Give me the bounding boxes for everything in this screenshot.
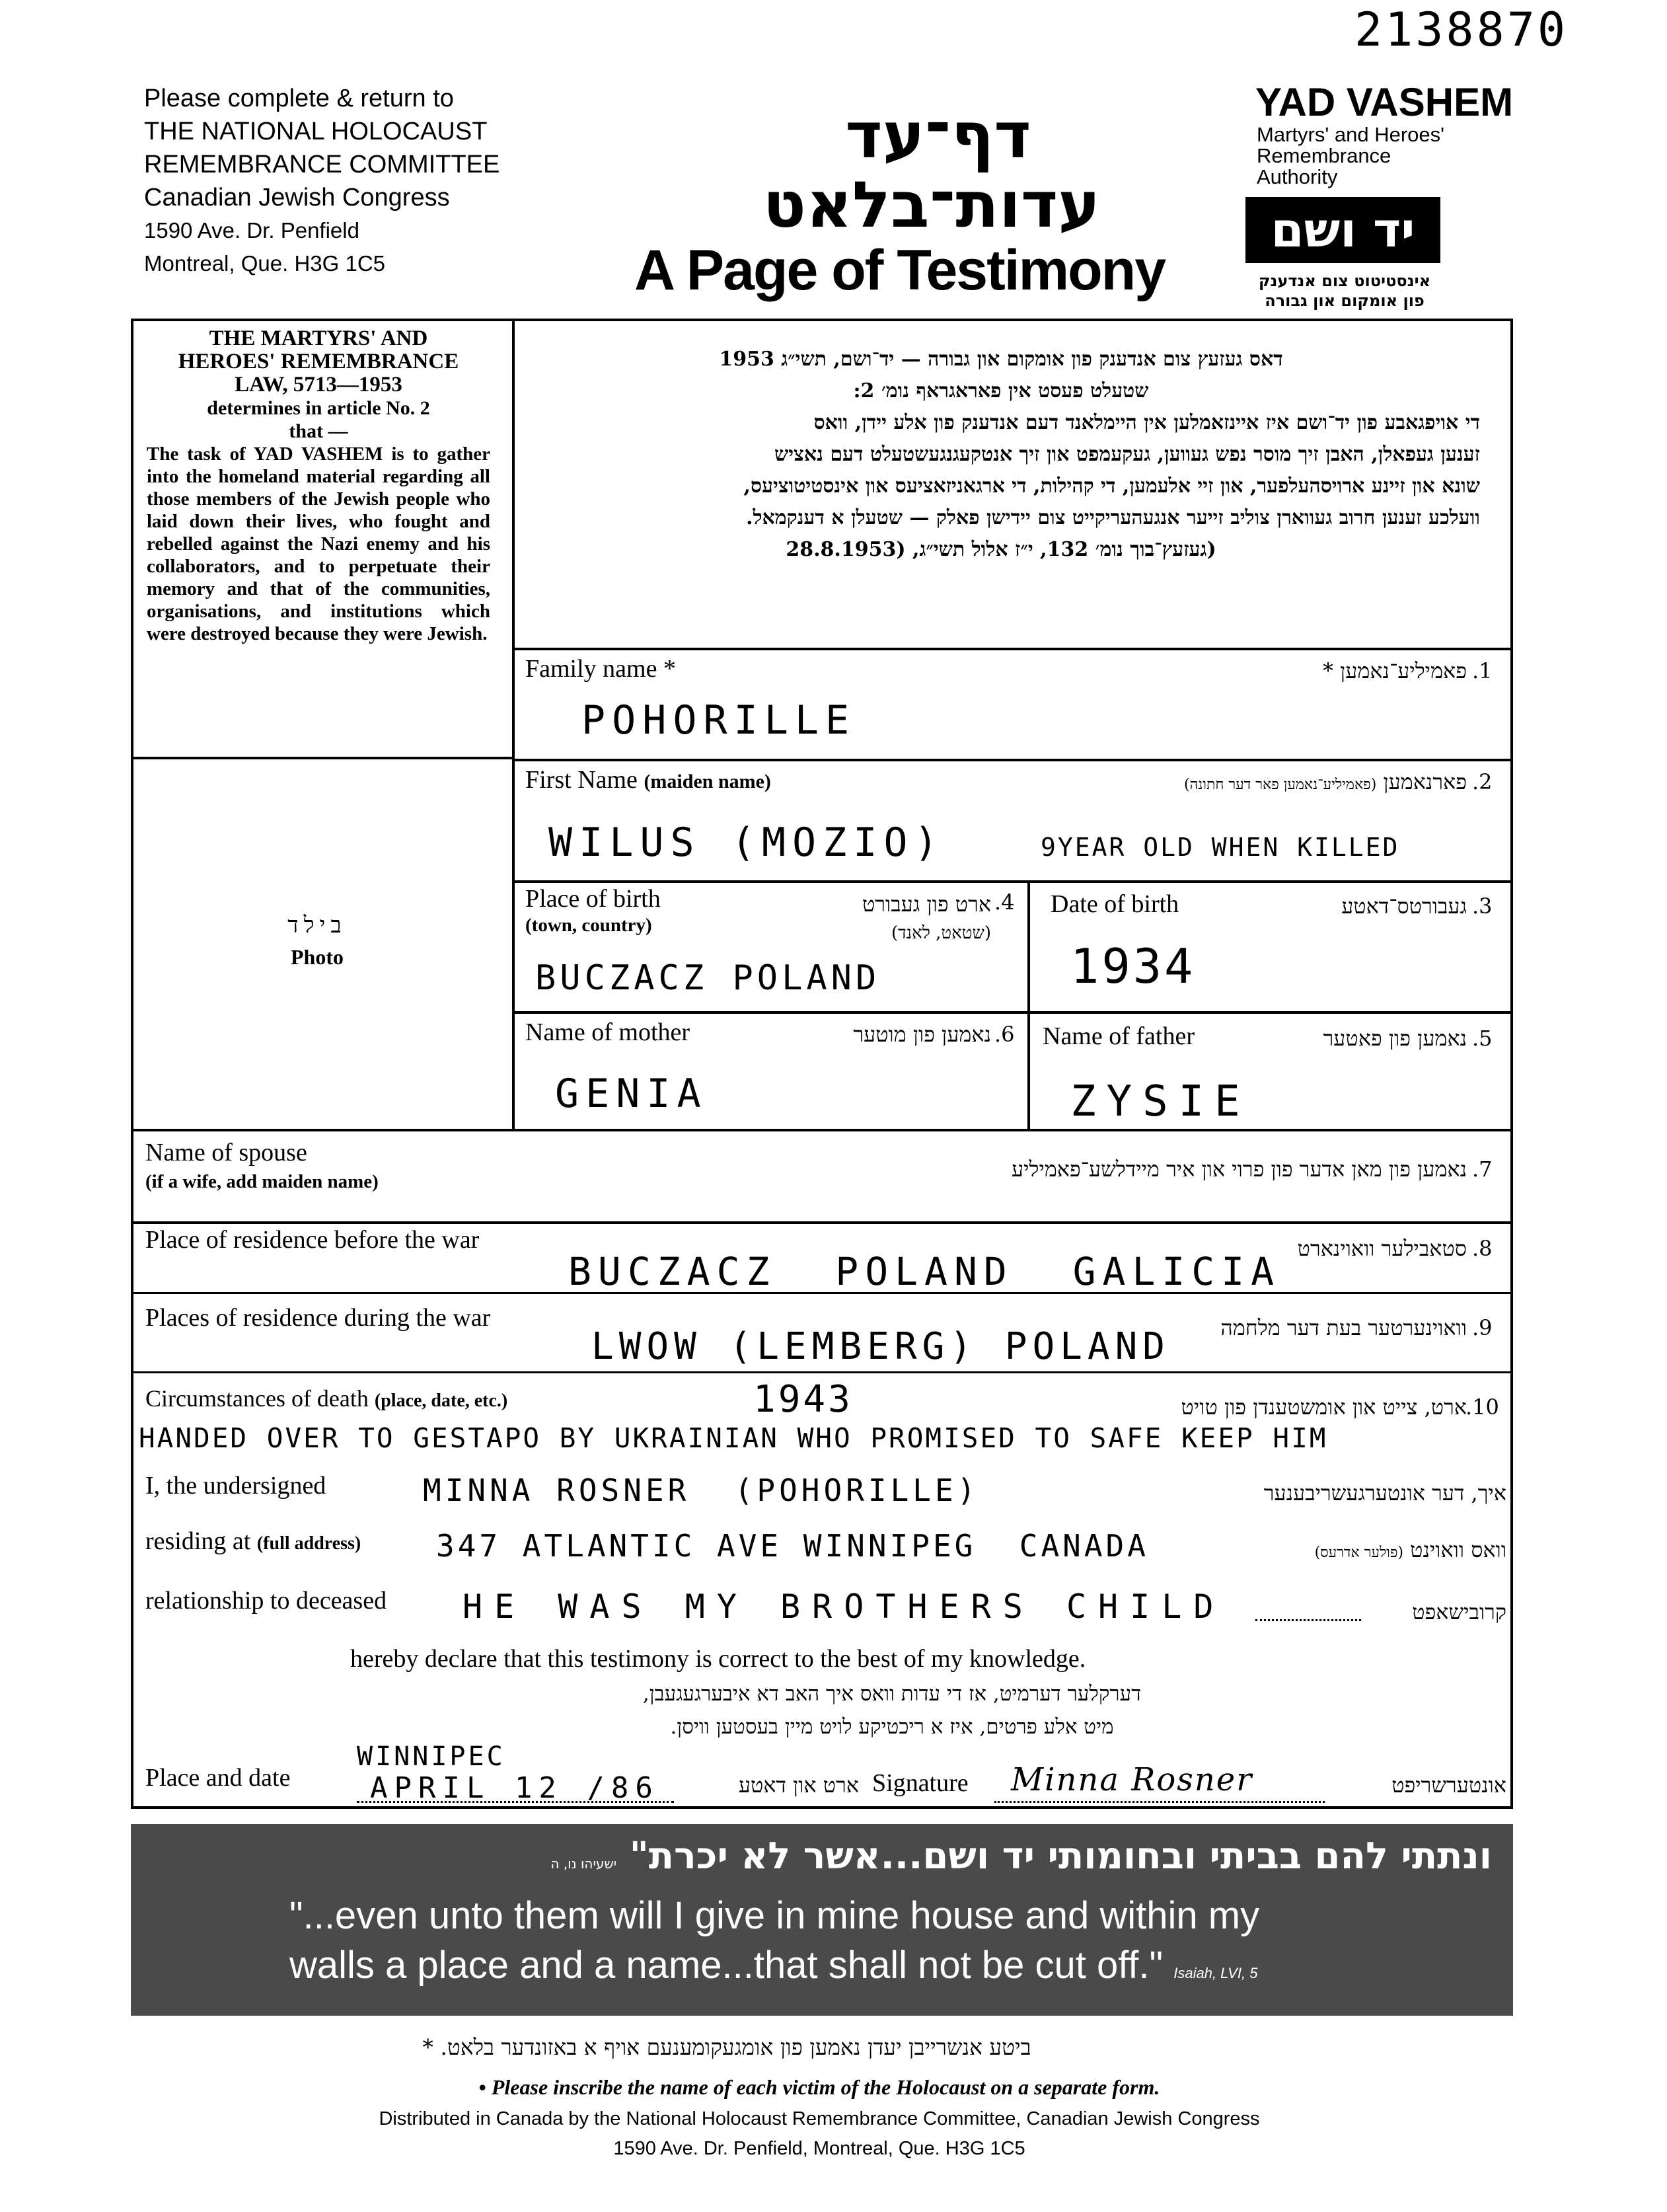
first-name-label-text: First Name (525, 766, 638, 794)
declaration-yiddish-1: דערקלער דערמיט, אז די עדות וואס איך האב דא איבערגעגעבן, (642, 1682, 1142, 1706)
mother-number: .6 (994, 1022, 1015, 1047)
mother-label: Name of mother (525, 1018, 690, 1046)
place-of-birth-yiddish (727, 890, 991, 948)
family-name-label: Family name * (525, 655, 676, 683)
law-heading-line: LAW, 5713—1953 (235, 373, 402, 397)
yiddish-law-line: דאס געזעץ צום אנדענק פון אומקום און גבורה — יד־ושם, תשי״ג 1953 (719, 348, 1283, 371)
yiddish-law-line: די אויפגאבע פון יד־ושם איז איינזאמלען אין היימלאנד דעם אנדענק פון אלע יידן, וואס (813, 411, 1480, 434)
family-name-value: POHORILLE (581, 697, 856, 744)
yad-vashem-subtitle-line: Remembrance (1257, 144, 1391, 167)
law-heading-line: HEROES' REMEMBRANCE (178, 350, 459, 373)
footer-distribution-1: Distributed in Canada by the National Holocaust Remembrance Committee, Canadian Jewish Congress (379, 2108, 1260, 2129)
return-address-line: 1590 Ave. Dr. Penfield (144, 218, 359, 243)
date-of-birth-yiddish: געבורטס־דאטע (1341, 894, 1467, 919)
residence-before-value: BUCZACZ POLAND GALICIA (568, 1249, 1281, 1294)
residence-before-number: .8 (1472, 1236, 1493, 1261)
residence-during-label: Places of residence during the war (145, 1304, 491, 1332)
place-date-yiddish: ארט און דאטע (738, 1773, 859, 1798)
banner-hebrew-ref: ישעיהו נו, ה (550, 1856, 617, 1872)
first-name-value: WILUS (MOZIO) (548, 820, 945, 866)
law-heading-line: determines in article No. 2 (207, 397, 430, 419)
place-of-birth-value: BUCZACZ POLAND (535, 958, 881, 998)
declaration-yiddish-2: מיט אלע פרטים, איז א ריכטיקע לויט מיין בעסטען וויסן. (670, 1715, 1114, 1739)
banner-english-2 (289, 1943, 1257, 1987)
residing-label (145, 1527, 361, 1556)
father-value: ZYSIE (1070, 1077, 1251, 1126)
residing-label-sub: (full address) (256, 1533, 361, 1554)
return-address-line: THE NATIONAL HOLOCAUST (144, 118, 488, 145)
yiddish-law-line: וועלכע זענען חרוב געווארן צוליב זייער אנגעהעריקייט צום יידישן פאלק — שטעלן א דענקמאל. (746, 506, 1480, 529)
spouse-label-sub: (if a wife, add maiden name) (145, 1171, 379, 1192)
photo-label: Photo (291, 945, 344, 969)
residence-before-label: Place of residence before the war (145, 1226, 480, 1254)
date-value: APRIL 12 /86 (370, 1771, 659, 1805)
document-number: 2138870 (1354, 3, 1569, 57)
yad-vashem-yiddish (1242, 271, 1447, 311)
law-body: The task of YAD VASHEM is to gather into the homeland material regarding all those members of the Jewish people who laid down their lives, who fought and rebelled against the Nazi enemy and his collaborators, and to perpetuate their memory and that of the communities, organisations, and institutions which were destroyed because they were Jewish. (147, 443, 490, 644)
yad-vashem-subtitle (1257, 124, 1444, 188)
banner-ref: Isaiah, LVI, 5 (1173, 1965, 1258, 1981)
mother-yiddish: נאמען פון מוטער (853, 1022, 991, 1047)
place-value: WINNIPEC (357, 1741, 505, 1772)
banner-hebrew (369, 1835, 1492, 1878)
return-address-line: Montreal, Que. H3G 1C5 (144, 251, 385, 276)
spouse-number: .7 (1472, 1157, 1493, 1182)
spouse-yiddish: נאמען פון מאן אדער פון פרוי און איר מיידלשע־פאמיליע (1011, 1157, 1467, 1182)
mother-value: GENIA (555, 1071, 708, 1117)
family-name-number: .1 (1472, 658, 1493, 683)
circumstances-number: .10 (1465, 1394, 1499, 1420)
first-name-yiddish-text: פארנאמען (1383, 769, 1467, 794)
signature-label: Signature (872, 1769, 969, 1797)
residing-yiddish-sub: (פולער אדרעס) (1314, 1545, 1403, 1561)
place-of-birth-label-text: Place of birth (525, 885, 661, 913)
yiddish-law-line: (געזעץ־בוך נומ׳ 132, י״ז אלול תשי״ג, (28.8.1953 (786, 538, 1216, 561)
first-name-yiddish (925, 769, 1467, 794)
footer-distribution-2: 1590 Ave. Dr. Penfield, Montreal, Que. H3G 1C5 (613, 2138, 1025, 2159)
footer-note-text: Please inscribe the name of each victim of the Holocaust on a separate form. (491, 2075, 1160, 2099)
yad-vashem-yiddish-line: פון אומקום און גבורה (1265, 291, 1425, 310)
footer-note (132, 2075, 1506, 2100)
relationship-yiddish: קרובישאפט (1412, 1599, 1506, 1624)
signature-value: Minna Rosner (1011, 1761, 1253, 1798)
father-yiddish: נאמען פון פאטער (1323, 1026, 1467, 1051)
spouse-label-text: Name of spouse (145, 1139, 307, 1166)
law-heading-line: that — (289, 420, 348, 442)
date-of-birth-number: .3 (1472, 894, 1493, 919)
circumstances-value: HANDED OVER TO GESTAPO BY UKRAINIAN WHO PROMISED TO SAFE KEEP HIM (139, 1422, 1328, 1454)
first-name-label (525, 765, 771, 794)
return-address-line: REMEMBRANCE COMMITTEE (144, 151, 500, 178)
declaration-english: hereby declare that this testimony is correct to the best of my knowledge. (350, 1645, 1086, 1673)
first-name-number: .2 (1472, 769, 1493, 794)
place-of-birth-number: .4 (994, 890, 1015, 915)
banner-english-2-text: walls a place and a name...that shall not be cut off." (289, 1944, 1164, 1987)
banner-english-1: "...even unto them will I give in mine house and within my (289, 1894, 1260, 1937)
father-label: Name of father (1043, 1022, 1195, 1050)
relationship-value: HE WAS MY BROTHERS CHILD (463, 1587, 1226, 1626)
residing-yiddish (1189, 1537, 1506, 1562)
return-address (144, 82, 500, 280)
spouse-label (145, 1138, 379, 1196)
place-date-label: Place and date (145, 1764, 291, 1792)
residence-before-yiddish: סטאבילער וואוינארט (1297, 1236, 1467, 1261)
yad-vashem-logo: יד ושם (1245, 197, 1440, 263)
residence-during-number: .9 (1472, 1315, 1493, 1340)
footer-yiddish-text: ביטע אנשרייבן יעדן נאמען פון אומגעקומענעם אויף א באזונדער בלאט. (440, 2034, 1031, 2060)
yad-vashem-subtitle-line: Authority (1257, 165, 1338, 188)
first-name-label-sub: (maiden name) (644, 771, 771, 792)
isaiah-banner (131, 1824, 1513, 2016)
return-address-line: Canadian Jewish Congress (144, 184, 450, 211)
place-of-birth-yiddish-text: ארט פון געבורט (862, 892, 991, 917)
circumstances-label-text: Circumstances of death (145, 1385, 369, 1412)
residence-during-value: LWOW (LEMBERG) POLAND (591, 1325, 1171, 1368)
date-of-birth-label: Date of birth (1051, 890, 1179, 918)
relationship-label: relationship to deceased (145, 1587, 387, 1615)
yiddish-law-line: שונא און זיינע ארויסהעלפער, און זיי אלעמען, די קהילות, די ארגאניזאציעס און אינסטיטוציעס, (743, 475, 1480, 498)
undersigned-yiddish: איך, דער אונטערגעשריבענער (1263, 1480, 1506, 1506)
place-of-birth-label-sub: (town, country) (525, 915, 652, 936)
residence-during-yiddish: וואוינערטער בעת דער מלחמה (1220, 1315, 1467, 1340)
undersigned-value: MINNA ROSNER (POHORILLE) (423, 1472, 980, 1508)
father-number: .5 (1472, 1026, 1493, 1051)
yad-vashem-name: YAD VASHEM (1255, 80, 1514, 124)
date-of-birth-value: 1934 (1070, 938, 1196, 994)
yad-vashem-yiddish-line: אינסטיטוט צום אנדענק (1258, 272, 1431, 290)
first-name-yiddish-sub: (פאמיליע־נאמען פאר דער חתונה) (1183, 777, 1377, 793)
yiddish-title-1: דף־עד (845, 98, 1031, 172)
footer-note-bullet: • (478, 2075, 492, 2099)
photo-yiddish-label: בילד (287, 912, 347, 938)
circumstances-label-sub: (place, date, etc.) (374, 1391, 508, 1411)
place-of-birth-label (525, 886, 661, 938)
yiddish-law-line: זענען געפאלן, האבן זיך מוסר נפש געווען, געקעמפט און זיך אנטקעגנגעשטעלט דעם נאציש (774, 443, 1480, 466)
first-name-note: 9YEAR OLD WHEN KILLED (1041, 833, 1400, 862)
place-of-birth-yiddish-sub: (שטאט, לאנד) (891, 923, 991, 943)
yad-vashem-subtitle-line: Martyrs' and Heroes' (1257, 123, 1445, 146)
family-name-yiddish: פאמיליע־נאמען * (1322, 658, 1467, 683)
law-box (147, 327, 490, 645)
return-address-line: Please complete & return to (144, 85, 454, 112)
footer-yiddish: ביטע אנשרייבן יעדן נאמען פון אומגעקומענעם אויף א באזונדער בלאט. * (422, 2034, 1031, 2060)
residing-yiddish-text: וואס וואוינט (1410, 1537, 1506, 1562)
page-title: A Page of Testimony (634, 239, 1166, 302)
law-heading-line: THE MARTYRS' AND (209, 326, 428, 350)
banner-hebrew-text: ונתתי להם בביתי ובחומותי יד ושם...אשר לא יכרת" (629, 1835, 1492, 1878)
circumstances-label (145, 1385, 507, 1412)
yiddish-law-text (522, 344, 1480, 566)
undersigned-label: I, the undersigned (145, 1472, 326, 1500)
signature-yiddish: אונטערשריפט (1391, 1773, 1506, 1798)
circumstances-year: 1943 (753, 1378, 853, 1421)
residing-value: 347 ATLANTIC AVE WINNIPEG CANADA (436, 1528, 1149, 1564)
circumstances-yiddish: ארט, צייט און אומשטענדן פון טויט (1181, 1394, 1467, 1420)
residing-label-text: residing at (145, 1527, 251, 1555)
yiddish-law-line: שטעלט פעסט אין פאראגראף נומ׳ 2: (853, 379, 1149, 402)
yiddish-title-2: עדות־בלאט (762, 168, 1101, 242)
